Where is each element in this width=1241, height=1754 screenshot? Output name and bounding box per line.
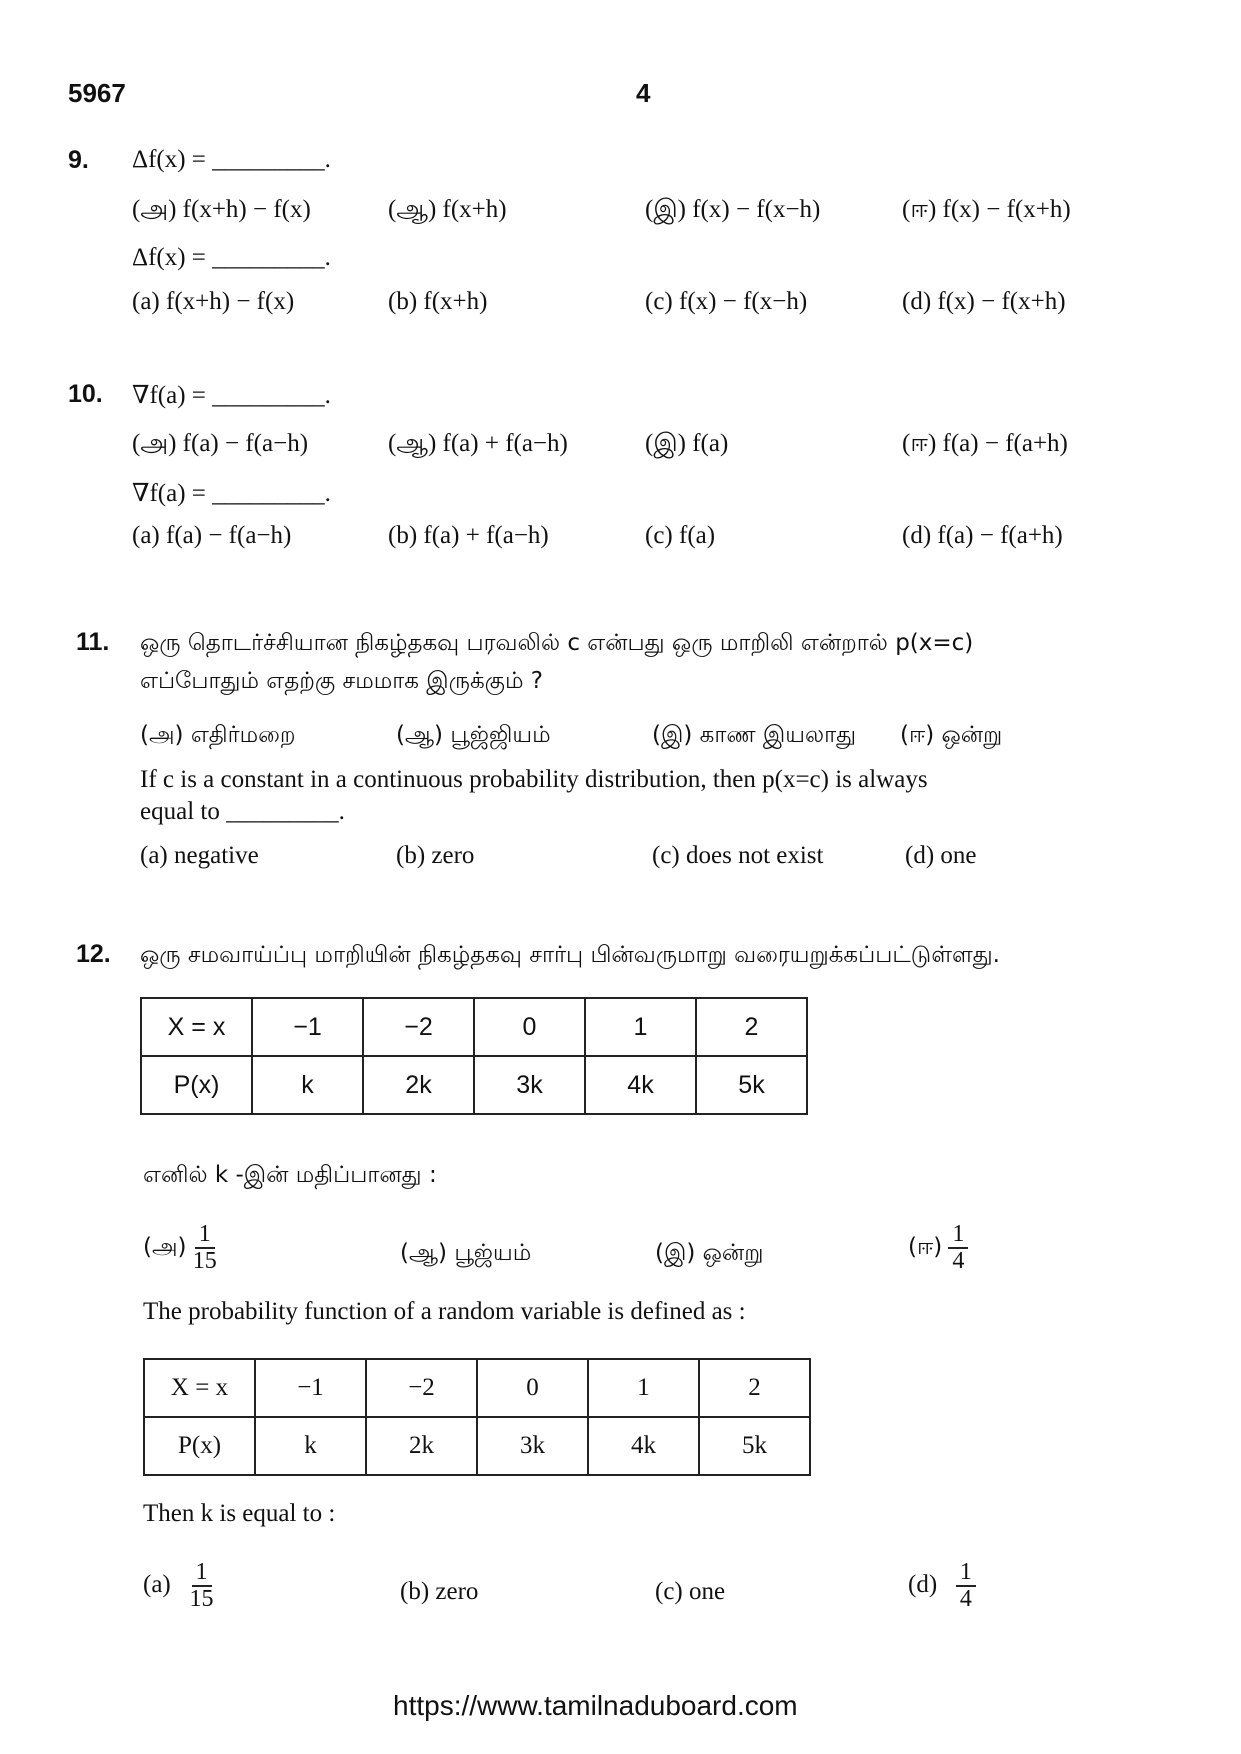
paper-code: 5967	[68, 78, 126, 108]
table-cell: k	[255, 1417, 366, 1475]
table-cell: 2k	[363, 1056, 474, 1114]
table-cell: 1	[585, 998, 696, 1056]
fraction-numerator: 1	[195, 1222, 215, 1249]
question-12-number: 12.	[76, 940, 111, 968]
question-10-stem-ta: ∇f(a) = _________.	[132, 382, 331, 409]
fraction	[956, 1560, 976, 1612]
table-cell: P(x)	[141, 1056, 252, 1114]
table-cell: 1	[588, 1359, 699, 1417]
option-label: (d)	[908, 1570, 938, 1598]
table-cell: −1	[255, 1359, 366, 1417]
probability-table-ta	[140, 997, 808, 1115]
table-cell: 5k	[699, 1417, 810, 1475]
page-number: 4	[636, 78, 651, 108]
question-11-option-ta-c: (இ) காண இயலாது	[652, 722, 857, 748]
question-9-number: 9.	[68, 146, 89, 174]
question-11-option-en-b: (b) zero	[396, 842, 475, 869]
fraction-denominator: 4	[952, 1248, 965, 1275]
question-11-option-ta-d: (ஈ) ஒன்று	[900, 722, 1003, 748]
question-11-number: 11.	[76, 628, 110, 656]
question-10-option-ta-b: (ஆ) f(a) + f(a−h)	[388, 430, 568, 457]
footer-url[interactable]: https://www.tamilnaduboard.com	[393, 1690, 798, 1721]
question-10-option-ta-a: (அ) f(a) − f(a−h)	[132, 430, 309, 457]
table-row	[144, 1359, 810, 1417]
table-cell: −2	[363, 998, 474, 1056]
table-cell: 2k	[366, 1417, 477, 1475]
table-cell: P(x)	[144, 1417, 255, 1475]
fraction-denominator: 15	[192, 1248, 217, 1275]
question-9-stem-ta: Δf(x) = _________.	[132, 146, 331, 173]
question-9-option-en-d: (d) f(x) − f(x+h)	[902, 288, 1066, 315]
table-cell: −1	[252, 998, 363, 1056]
question-10-option-ta-d: (ஈ) f(a) − f(a+h)	[902, 430, 1068, 457]
question-12-then-en: Then k is equal to :	[143, 1500, 336, 1527]
question-12-option-en-b: (b) zero	[400, 1578, 479, 1605]
table-cell: −2	[366, 1359, 477, 1417]
table-cell: X = x	[144, 1359, 255, 1417]
table-cell: 4k	[588, 1417, 699, 1475]
question-10-stem-en: ∇f(a) = _________.	[132, 480, 331, 507]
question-12-then-ta: எனில் k -இன் மதிப்பானது :	[143, 1162, 437, 1188]
question-10-option-en-d: (d) f(a) − f(a+h)	[902, 522, 1063, 549]
question-9-option-en-a: (a) f(x+h) − f(x)	[132, 288, 295, 315]
fraction-denominator: 4	[959, 1586, 972, 1613]
table-cell: 5k	[696, 1056, 807, 1114]
fraction	[948, 1222, 968, 1274]
question-11-option-ta-a: (அ) எதிர்மறை	[140, 722, 296, 748]
table-cell: 3k	[474, 1056, 585, 1114]
fraction-numerator: 1	[192, 1560, 212, 1587]
question-12-stem-ta: ஒரு சமவாய்ப்பு மாறியின் நிகழ்தகவு சார்பு பின்வருமாறு வரையறுக்கப்பட்டுள்ளது.	[140, 942, 1000, 968]
question-12-option-ta-c: (இ) ஒன்று	[655, 1240, 764, 1266]
table-cell: 0	[474, 998, 585, 1056]
question-12-option-en-c: (c) one	[655, 1578, 726, 1605]
question-10-option-ta-c: (இ) f(a)	[645, 430, 729, 457]
question-10-option-en-c: (c) f(a)	[645, 522, 716, 549]
question-11-option-ta-b: (ஆ) பூஜ்ஜியம்	[396, 722, 551, 748]
table-cell: X = x	[141, 998, 252, 1056]
question-12-stem-en: The probability function of a random variable is defined as :	[143, 1298, 746, 1325]
question-9-option-ta-c: (இ) f(x) − f(x−h)	[645, 196, 821, 223]
option-label: (a)	[143, 1570, 171, 1598]
table-cell: 0	[477, 1359, 588, 1417]
question-9-option-ta-a: (அ) f(x+h) − f(x)	[132, 196, 311, 223]
question-11-stem-en-line1: If c is a constant in a continuous probability distribution, then p(x=c) is always	[140, 766, 928, 793]
table-cell: 2	[699, 1359, 810, 1417]
question-11-option-en-a: (a) negative	[140, 842, 259, 869]
question-10-option-en-b: (b) f(a) + f(a−h)	[388, 522, 549, 549]
fraction	[190, 1560, 214, 1612]
table-cell: 4k	[585, 1056, 696, 1114]
question-11-stem-ta-line1: ஒரு தொடர்ச்சியான நிகழ்தகவு பரவலில் c என்பது ஒரு மாறிலி என்றால் p(x=c)	[140, 630, 974, 656]
question-11-stem-en-line2: equal to _________.	[140, 798, 345, 825]
table-row	[144, 1417, 810, 1475]
question-9-option-ta-d: (ஈ) f(x) − f(x+h)	[902, 196, 1071, 223]
question-9-stem-en: Δf(x) = _________.	[132, 244, 331, 271]
question-12-option-ta-b: (ஆ) பூஜ்யம்	[400, 1240, 532, 1266]
question-9-option-en-c: (c) f(x) − f(x−h)	[645, 288, 808, 315]
fraction-denominator: 15	[189, 1586, 214, 1613]
fraction-numerator: 1	[948, 1222, 968, 1249]
question-9-option-ta-b: (ஆ) f(x+h)	[388, 196, 507, 223]
question-11-option-en-c: (c) does not exist	[652, 842, 824, 869]
question-10-option-en-a: (a) f(a) − f(a−h)	[132, 522, 292, 549]
table-row	[141, 1056, 807, 1114]
table-cell: 3k	[477, 1417, 588, 1475]
question-12-option-ta-a	[143, 1222, 217, 1274]
question-11-option-en-d: (d) one	[905, 842, 977, 869]
table-row	[141, 998, 807, 1056]
option-label: (அ)	[143, 1233, 187, 1260]
option-label: (ஈ)	[908, 1233, 943, 1260]
fraction-numerator: 1	[956, 1560, 976, 1587]
question-12-option-en-d	[908, 1560, 976, 1612]
question-11-stem-ta-line2: எப்போதும் எதற்கு சமமாக இருக்கும் ?	[140, 668, 544, 694]
probability-table-en	[143, 1358, 811, 1476]
question-12-option-ta-d	[908, 1222, 968, 1274]
question-12-option-en-a	[143, 1560, 214, 1612]
table-cell: k	[252, 1056, 363, 1114]
question-9-option-en-b: (b) f(x+h)	[388, 288, 488, 315]
question-10-number: 10.	[68, 380, 103, 408]
fraction	[193, 1222, 217, 1274]
table-cell: 2	[696, 998, 807, 1056]
